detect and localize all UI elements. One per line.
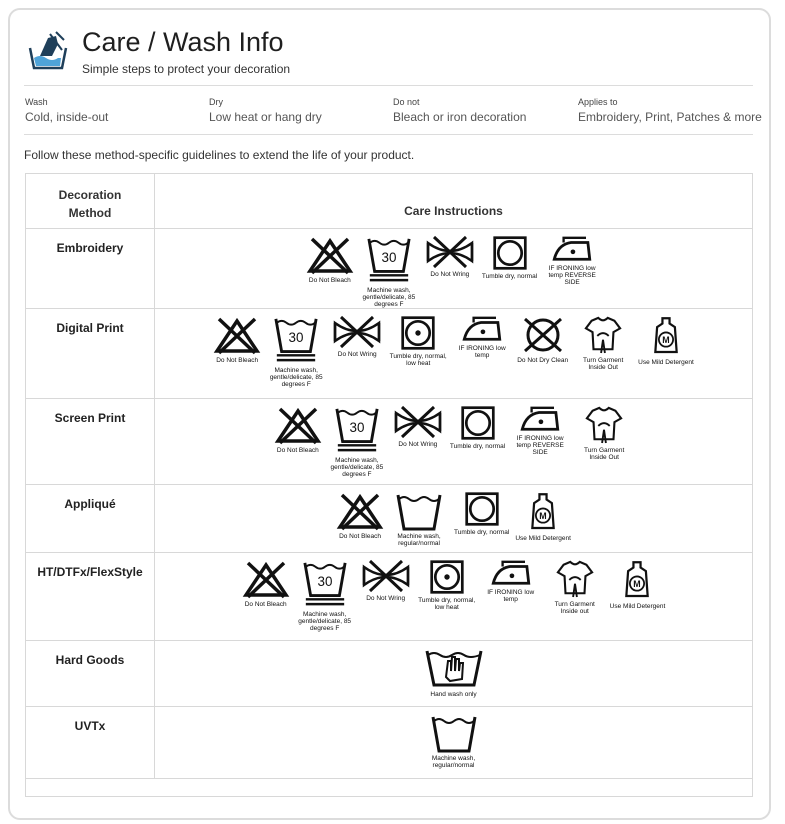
care-symbol-list bbox=[155, 399, 752, 478]
care-symbol-caption: Turn Garment Inside Out bbox=[584, 447, 625, 461]
svg-text:30: 30 bbox=[288, 329, 304, 345]
care-symbol-caption: Use Mild Detergent bbox=[638, 359, 694, 366]
do-not-dry-clean-icon bbox=[519, 315, 567, 355]
no-bleach-icon bbox=[213, 315, 261, 355]
care-symbol-caption: Do Not Bleach bbox=[308, 277, 351, 284]
care-instructions-cell bbox=[155, 309, 753, 399]
care-symbol-caption: Hand wash only bbox=[430, 691, 477, 698]
iron-low-icon bbox=[550, 235, 594, 263]
iron-low-icon bbox=[489, 559, 533, 587]
care-symbol-caption: Tumble dry, normal, low heat bbox=[389, 353, 447, 367]
care-symbol bbox=[389, 315, 447, 367]
svg-text:30: 30 bbox=[381, 249, 397, 265]
method-cell bbox=[26, 485, 155, 553]
care-symbol bbox=[360, 559, 412, 602]
care-symbol-caption: Tumble dry, normal bbox=[449, 443, 506, 450]
svg-text:30: 30 bbox=[317, 573, 333, 589]
care-instructions-cell bbox=[155, 707, 753, 779]
no-bleach-icon bbox=[274, 405, 322, 445]
tumble-dry-low-icon bbox=[400, 315, 436, 351]
table-header-row bbox=[26, 174, 753, 229]
summary-wash bbox=[25, 97, 108, 124]
care-symbol-caption: Tumble dry, normal bbox=[454, 529, 510, 536]
turn-inside-out-icon bbox=[585, 405, 623, 445]
method-name: Digital Print bbox=[56, 321, 124, 335]
care-symbol-caption: Machine wash, gentle/delicate, 85 degrees F bbox=[298, 611, 352, 632]
machine-wash-30-delicate-icon bbox=[302, 559, 348, 609]
care-symbol bbox=[515, 491, 571, 542]
care-symbol bbox=[450, 405, 505, 450]
page-title: Care / Wash Info bbox=[82, 27, 284, 57]
summary-value: Bleach or iron decoration bbox=[393, 110, 527, 124]
method-cell bbox=[26, 553, 155, 641]
svg-text:M: M bbox=[662, 335, 670, 346]
care-symbol-caption: Use Mild Detergent bbox=[609, 603, 666, 610]
machine-wash-30-delicate-icon bbox=[273, 315, 319, 365]
care-symbol bbox=[213, 315, 261, 364]
machine-wash-normal-icon bbox=[429, 713, 479, 753]
care-symbol bbox=[360, 235, 418, 308]
summary-key: Dry bbox=[209, 97, 223, 107]
care-symbol bbox=[296, 559, 354, 632]
svg-text:M: M bbox=[539, 511, 547, 522]
hand-wash-only-icon bbox=[424, 647, 484, 689]
summary-value: Embroidery, Print, Patches & more bbox=[578, 110, 762, 124]
care-symbol-caption: Do Not Dry Clean bbox=[517, 357, 569, 364]
care-symbol bbox=[610, 559, 666, 610]
care-symbol bbox=[575, 405, 633, 461]
care-symbol bbox=[546, 559, 604, 615]
column-header-care bbox=[155, 174, 753, 229]
care-symbol-caption: Do Not Wring bbox=[398, 441, 438, 448]
care-instructions-cell bbox=[155, 399, 753, 485]
care-symbol-caption: Do Not Wring bbox=[337, 351, 377, 358]
summary-dry bbox=[209, 97, 322, 124]
table-row bbox=[26, 641, 753, 707]
method-cell bbox=[26, 229, 155, 309]
care-instructions-cell bbox=[155, 485, 753, 553]
care-symbol-caption: IF IRONING low temp REVERSE SIDE bbox=[548, 265, 596, 286]
care-symbol-list bbox=[155, 309, 752, 388]
table-footer-cell bbox=[26, 779, 753, 797]
care-symbol bbox=[336, 491, 384, 540]
care-symbol bbox=[424, 647, 484, 698]
method-name: Hard Goods bbox=[55, 653, 125, 667]
table-row bbox=[26, 309, 753, 399]
no-bleach-icon bbox=[306, 235, 354, 275]
table-row bbox=[26, 485, 753, 553]
care-table bbox=[25, 173, 753, 797]
care-symbol bbox=[543, 235, 601, 286]
svg-text:30: 30 bbox=[349, 419, 365, 435]
do-not-wring-icon bbox=[360, 559, 412, 593]
tumble-dry-normal-icon bbox=[460, 405, 496, 441]
care-symbol-list bbox=[155, 707, 752, 769]
summary-applies-to bbox=[578, 97, 762, 124]
care-symbol-caption: Do Not Bleach bbox=[244, 601, 287, 608]
care-instructions-cell bbox=[155, 553, 753, 641]
care-symbol-caption: Machine wash, gentle/delicate, 85 degrees F bbox=[362, 287, 416, 308]
mild-detergent-icon bbox=[527, 491, 559, 533]
no-bleach-icon bbox=[336, 491, 384, 531]
column-header-care-label: Care Instructions bbox=[404, 204, 503, 218]
do-not-wring-icon bbox=[392, 405, 444, 439]
care-symbol-caption: Tumble dry, normal, low heat bbox=[418, 597, 476, 611]
care-symbol-caption: Machine wash, gentle/delicate, 85 degrees F bbox=[330, 457, 384, 478]
care-symbol bbox=[511, 405, 569, 456]
care-symbol-caption: Tumble dry, normal bbox=[481, 273, 538, 280]
summary-key: Wash bbox=[25, 97, 48, 107]
care-symbol-caption: Do Not Wring bbox=[430, 271, 470, 278]
turn-inside-out-icon bbox=[556, 559, 594, 599]
care-symbol bbox=[454, 491, 509, 536]
summary-do-not bbox=[393, 97, 526, 124]
column-header-method: Decoration Method bbox=[26, 174, 155, 229]
care-symbol bbox=[482, 235, 537, 280]
summary-key: Do not bbox=[393, 97, 420, 107]
summary-value: Cold, inside-out bbox=[25, 110, 109, 124]
method-name: HT/DTFx/FlexStyle bbox=[37, 565, 143, 579]
table-row bbox=[26, 707, 753, 779]
machine-wash-30-delicate-icon bbox=[366, 235, 412, 285]
table-row bbox=[26, 229, 753, 309]
care-symbol-caption: Turn Garment Inside Out bbox=[583, 357, 624, 371]
no-bleach-icon bbox=[242, 559, 290, 599]
summary-value: Low heat or hang dry bbox=[209, 110, 322, 124]
care-symbol-list bbox=[155, 485, 752, 547]
care-symbol bbox=[418, 559, 476, 611]
mild-detergent-icon bbox=[650, 315, 682, 357]
method-name: Appliqué bbox=[64, 497, 116, 511]
care-instructions-cell bbox=[155, 641, 753, 707]
care-symbol bbox=[242, 559, 290, 608]
care-symbol-caption: Machine wash, regular/normal bbox=[397, 533, 441, 547]
care-symbol-caption: IF IRONING low temp bbox=[458, 345, 506, 359]
turn-inside-out-icon bbox=[584, 315, 622, 355]
hand-wash-icon bbox=[26, 30, 70, 74]
machine-wash-normal-icon bbox=[394, 491, 444, 531]
method-cell bbox=[26, 399, 155, 485]
care-symbol-caption: Do Not Bleach bbox=[339, 533, 381, 540]
tumble-dry-low-icon bbox=[429, 559, 465, 595]
iron-low-icon bbox=[518, 405, 562, 433]
care-symbol bbox=[574, 315, 632, 371]
care-symbol bbox=[517, 315, 568, 364]
care-symbol-caption: IF IRONING low temp REVERSE SIDE bbox=[516, 435, 564, 456]
mild-detergent-icon bbox=[621, 559, 653, 601]
care-symbol-caption: IF IRONING low temp bbox=[487, 589, 535, 603]
care-instructions-cell bbox=[155, 229, 753, 309]
care-symbol-caption: Do Not Bleach bbox=[216, 357, 259, 364]
intro-text: Follow these method-specific guidelines to extend the life of your product. bbox=[24, 148, 415, 162]
table-row bbox=[26, 399, 753, 485]
care-symbol bbox=[328, 405, 386, 478]
care-symbol-caption: Machine wash, gentle/delicate, 85 degrees F bbox=[269, 367, 323, 388]
care-symbol bbox=[267, 315, 325, 388]
tumble-dry-normal-icon bbox=[492, 235, 528, 271]
iron-low-icon bbox=[460, 315, 504, 343]
machine-wash-30-delicate-icon bbox=[334, 405, 380, 455]
care-symbol bbox=[638, 315, 694, 366]
method-name: Screen Print bbox=[54, 411, 126, 425]
care-symbol bbox=[453, 315, 511, 359]
table-row bbox=[26, 553, 753, 641]
care-symbol bbox=[392, 405, 444, 448]
care-symbol-list bbox=[155, 553, 752, 632]
care-symbol-list bbox=[155, 641, 752, 698]
care-symbol-caption: Turn Garment Inside out bbox=[554, 601, 595, 615]
care-symbol-list bbox=[155, 229, 752, 308]
care-symbol bbox=[274, 405, 322, 454]
care-symbol-caption: Use Mild Detergent bbox=[515, 535, 571, 542]
care-symbol-caption: Machine wash, regular/normal bbox=[431, 755, 476, 769]
do-not-wring-icon bbox=[424, 235, 476, 269]
care-symbol-caption: Do Not Wring bbox=[366, 595, 406, 602]
page-subtitle: Simple steps to protect your decoration bbox=[82, 62, 291, 76]
care-symbol bbox=[306, 235, 354, 284]
care-symbol-caption: Do Not Bleach bbox=[276, 447, 319, 454]
care-symbol bbox=[425, 713, 483, 769]
care-symbol bbox=[424, 235, 476, 278]
method-cell bbox=[26, 309, 155, 399]
method-name: Embroidery bbox=[56, 241, 124, 255]
tumble-dry-normal-icon bbox=[464, 491, 500, 527]
divider bbox=[24, 85, 753, 86]
method-cell bbox=[26, 641, 155, 707]
do-not-wring-icon bbox=[331, 315, 383, 349]
care-symbol bbox=[331, 315, 383, 358]
method-name: UVTx bbox=[74, 719, 106, 733]
svg-text:M: M bbox=[633, 579, 642, 590]
summary-key: Applies to bbox=[578, 97, 618, 107]
care-symbol bbox=[482, 559, 540, 603]
table-footer-row bbox=[26, 779, 753, 797]
method-cell bbox=[26, 707, 155, 779]
divider bbox=[24, 134, 753, 135]
care-symbol bbox=[390, 491, 448, 547]
